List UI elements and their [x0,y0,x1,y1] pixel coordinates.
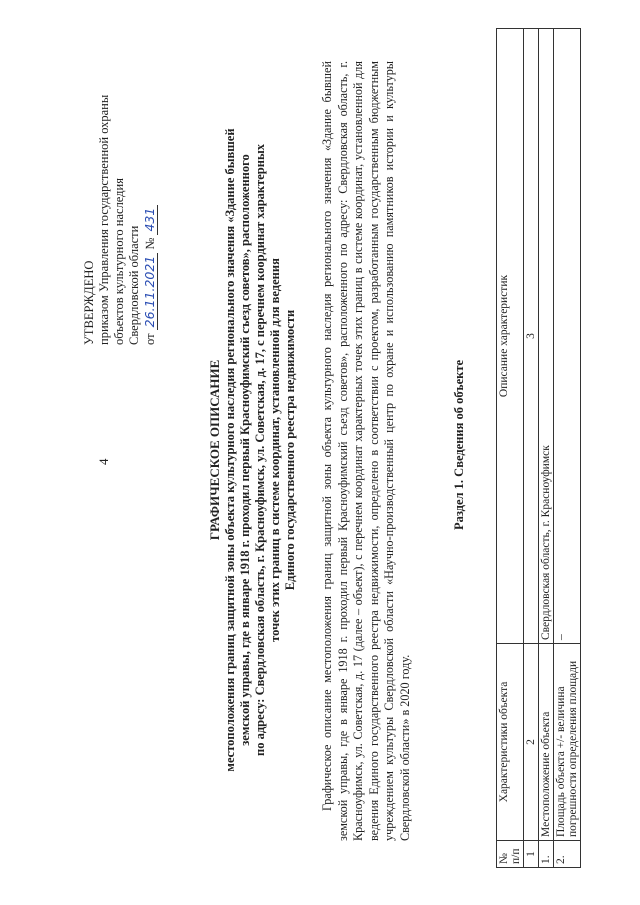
table-cell: 1 [524,841,539,868]
number-label: № [143,237,157,250]
approval-line: приказом Управления государственной охраны [97,94,111,345]
table-cell: 1. [539,841,554,868]
table-header-cell: № п/п [497,841,524,868]
approval-date-line [142,15,158,345]
handwritten-number: 431 [142,205,158,235]
handwritten-date: 26.11.2021 [142,253,158,331]
body-paragraph [320,61,413,841]
document-title [207,55,298,845]
table-header-cell: Характеристики объекта [497,644,524,841]
table-cell: 2. [554,841,581,868]
section-title: Раздел 1. Сведения об объекте [452,359,466,531]
object-info-table [496,28,581,868]
table-row [554,29,581,868]
approval-line: Свердловской области [127,225,141,345]
approval-block [82,15,158,345]
table-cell: Местоположение объекта [539,644,554,841]
title-line: Единого государственного реестра недвижимости [283,309,297,591]
title-line: точек этих границ в системе координат, установленной для ведения [268,258,282,642]
table-cell: – [554,29,581,644]
paragraph-text: Графическое описание местоположения границ защитной зоны объекта культурного наследия регионального значения «Здание бывшей земской управы, где в январе 1918 г. проходил первый Красноуфимский съезд советов», расположенного по адресу: Свердловская область, г. Красноуфимск, ул. Советская, д. 17 (далее – объект), с перечнем координат характерных точек этих границ в системе координат, установленной для ведения Единого государственного реестра недвижимости, определено в соответствии с проектом, разработанным государственным бюджетным учреждением культуры Свердловской области «Научно-производственный центр по охране и использованию памятников истории и культуры Свердловской области» в 2020 году. [320,61,412,841]
table-cell: 2 [524,644,539,841]
title-line: по адресу: Свердловская область, г. Красноуфимск, ул. Советская, д. 17, с перечнем координат характерных [253,144,267,756]
page-number: 4 [96,458,111,465]
table-numbering-row [524,29,539,868]
title-heading: ГРАФИЧЕСКОЕ ОПИСАНИЕ [207,359,222,541]
table-row [539,29,554,868]
table-header-row [497,29,524,868]
table-header-cell: Описание характеристик [497,29,524,644]
table-cell: Площадь объекта +/- величина погрешности определения площади [554,644,581,841]
title-line: земской управы, где в январе 1918 г. проходил первый Красноуфимский съезд советов», расположенного [238,154,252,746]
table-cell: Свердловская область, г. Красноуфимск [539,29,554,644]
title-line: местоположения границ защитной зоны объекта культурного наследия регионального значения «Здание бывшей [223,128,237,772]
approval-title: УТВЕРЖДЕНО [82,260,96,345]
approval-line: объектов культурного наследия [112,178,126,345]
table-cell: 3 [524,29,539,644]
from-label: от [143,333,157,345]
